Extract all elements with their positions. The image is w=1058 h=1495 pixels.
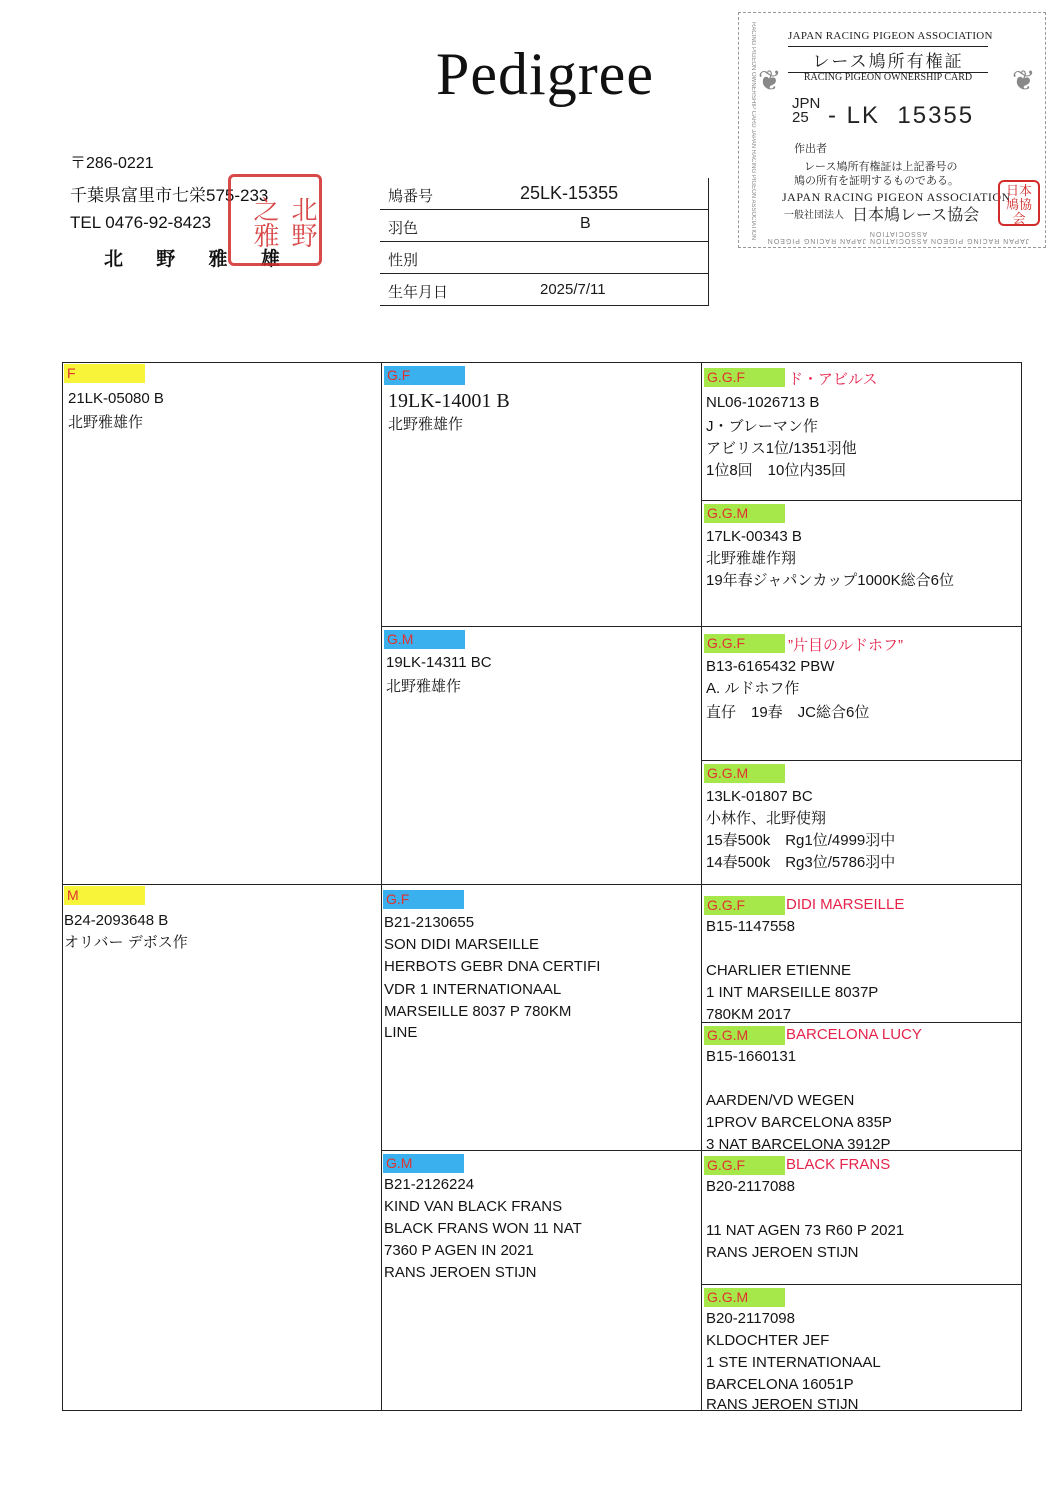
info-label: 鳩番号 [388,188,434,205]
ggm2-line: 13LK-01807 BC [706,788,813,805]
ggm2-line: 14春500k Rg3位/5786羽中 [706,854,896,871]
ggf4-tag: G.G.F [704,1156,785,1175]
ggf1-line: アビリス1位/1351羽他 [706,440,857,457]
gf1-breeder: 北野雅雄作 [388,416,464,433]
gf2-line: MARSEILLE 8037 P 780KM [384,1003,572,1020]
ggf4-name: BLACK FRANS [786,1156,891,1173]
ggf1-line: J・ブレーマン作 [706,418,818,435]
ggf1-name: ド・アビルス [788,371,878,388]
gm2-line: 7360 P AGEN IN 2021 [384,1242,534,1259]
ggf1-line: 1位8回 10位内35回 [706,462,847,479]
color-value: B [580,215,591,232]
owner-postal-code: 〒286-0221 [70,155,154,172]
gf2-line: VDR 1 INTERNATIONAAL [384,981,562,998]
gf2-tag: G.F [383,890,464,909]
ggm4-line: 1 STE INTERNATIONAAL [706,1354,881,1371]
ggm1-line: 19年春ジャパンカップ1000K総合6位 [706,572,954,589]
certificate-note-2: 鳩の所有を証明するものである。 [794,175,959,187]
gm1-ring: 19LK-14311 BC [386,654,492,671]
ggm4-line: BARCELONA 16051P [706,1376,854,1393]
grid-line [62,362,63,1411]
info-row-ring [380,178,708,210]
association-seal: 日本鳩協会 [998,180,1040,226]
info-label: 性別 [388,252,419,269]
ring-number-value: 25LK-15355 [520,183,619,203]
grid-line [701,760,1022,761]
ggf4-line: B20-2117088 [706,1178,795,1195]
gm2-line: B21-2126224 [384,1176,475,1193]
ggf3-line: CHARLIER ETIENNE [706,962,852,979]
ggm4-line: RANS JEROEN STIJN [706,1396,859,1413]
father-breeder: 北野雅雄作 [68,414,144,431]
grid-line [62,1410,1022,1411]
gf2-line: B21-2130655 [384,914,475,931]
certificate-assoc-prefix: 一般社団法人 [784,210,844,221]
seal-chars-left: 之雅 [249,196,279,248]
ggf3-line: B15-1147558 [706,918,795,935]
ggf2-name: ”片目のルドホフ” [788,637,903,654]
certificate-number: - LK 15355 [828,102,975,129]
mother-breeder: オリバー デボス作 [64,934,188,951]
grid-line [62,362,1022,363]
certificate-title-en: RACING PIGEON OWNERSHIP CARD [803,72,973,83]
ggf2-line: 直仔 19春 JC総合6位 [706,704,870,721]
certificate-title-jp: レース鳩所有権証 [788,46,988,73]
grid-line [1021,362,1022,1411]
certificate-assoc-jp: 日本鳩レース協会 [852,207,980,224]
info-table-right-border [708,178,709,306]
gf2-line: SON DIDI MARSEILLE [384,936,540,953]
ggm2-line: 小林作、北野使翔 [706,810,827,827]
grid-line [701,362,702,1411]
ggf3-name: DIDI MARSEILLE [786,896,905,913]
info-label: 羽色 [388,220,419,237]
mother-ring: B24-2093648 B [64,912,169,929]
ggm1-line: 北野雅雄作翔 [706,550,797,567]
page-title: Pedigree [436,41,654,107]
ggm2-tag: G.G.M [704,764,785,783]
gf1-tag: G.F [384,366,465,385]
ggm3-line: AARDEN/VD WEGEN [706,1092,855,1109]
owner-seal-stamp [228,174,322,266]
grid-line [701,1284,1022,1285]
info-label: 生年月日 [388,284,449,301]
gf2-line: LINE [384,1024,418,1041]
ggm3-line: 3 NAT BARCELONA 3912P [706,1136,891,1153]
ggf3-tag: G.G.F [704,896,785,915]
ggf1-tag: G.G.F [704,368,785,387]
ggm4-tag: G.G.M [704,1288,785,1307]
grid-line [62,884,1022,885]
certificate-issuer-label: 作出者 [794,143,827,155]
owner-address: 千葉県富里市七栄575-233 [70,186,269,205]
certificate-bottom-text: JAPAN RACING PIGEON ASSOCIATION JAPAN RACING PIGEON ASSOCIATION [766,230,1030,244]
ggf4-line: 11 NAT AGEN 73 R60 P 2021 [706,1222,905,1239]
certificate-prefix: JPN 25 [792,95,821,126]
grid-line [381,362,382,1411]
ggm3-name: BARCELONA LUCY [786,1026,922,1043]
ggf4-line: RANS JEROEN STIJN [706,1244,859,1261]
info-row-birthdate [380,274,708,306]
bird-info-table [380,178,708,306]
ggf2-line: A. ルドホフ作 [706,680,800,697]
ggm4-line: KLDOCHTER JEF [706,1332,830,1349]
gm2-line: RANS JEROEN STIJN [384,1264,537,1281]
birthdate-value: 2025/7/11 [540,281,606,298]
gm2-line: KIND VAN BLACK FRANS [384,1198,563,1215]
seal-chars-right: 北野 [287,196,317,248]
gm1-breeder: 北野雅雄作 [386,678,462,695]
father-ring: 21LK-05080 B [68,390,164,407]
ownership-certificate [738,12,1046,248]
eagle-right-icon: ❦ [1012,65,1036,96]
ggm1-tag: G.G.M [704,504,785,523]
grid-line [381,1150,1022,1151]
ggm3-line: B15-1660131 [706,1048,797,1065]
gm2-tag: G.M [383,1154,464,1173]
ggm3-tag: G.G.M [704,1026,785,1045]
ggf1-line: NL06-1026713 B [706,394,820,411]
owner-tel: TEL 0476-92-8423 [70,213,212,232]
certificate-assoc-top: JAPAN RACING PIGEON ASSOCIATION [788,30,993,42]
ggf2-line: B13-6165432 PBW [706,658,835,675]
gm2-line: BLACK FRANS WON 11 NAT [384,1220,582,1237]
grid-line [701,500,1022,501]
grid-line [381,626,1022,627]
ggf2-tag: G.G.F [704,634,785,653]
certificate-side-text: RACING PIGEON OWNERSHIP CARD JAPAN RACING PIGEON ASSOCIATION [750,22,756,241]
gf1-ring: 19LK-14001 B [388,390,510,412]
ggm4-line: B20-2117098 [706,1310,795,1327]
eagle-left-icon: ❦ [758,65,782,96]
mother-tag: M [64,886,145,905]
gm1-tag: G.M [384,630,465,649]
certificate-assoc-en: JAPAN RACING PIGEON ASSOCIATION [782,190,1011,204]
owner-name: 北 野 雅 雄 [104,249,294,270]
ggm2-line: 15春500k Rg1位/4999羽中 [706,832,896,849]
info-row-color [380,210,708,242]
ggm3-line: 1PROV BARCELONA 835P [706,1114,892,1131]
certificate-note-1: レース鳩所有権証は上記番号の [804,161,958,173]
ggf3-line: 780KM 2017 [706,1006,792,1023]
gf2-line: HERBOTS GEBR DNA CERTIFI [384,958,601,975]
ggf3-line: 1 INT MARSEILLE 8037P [706,984,879,1001]
ggm1-line: 17LK-00343 B [706,528,802,545]
info-row-sex [380,242,708,274]
father-tag: F [64,364,145,383]
